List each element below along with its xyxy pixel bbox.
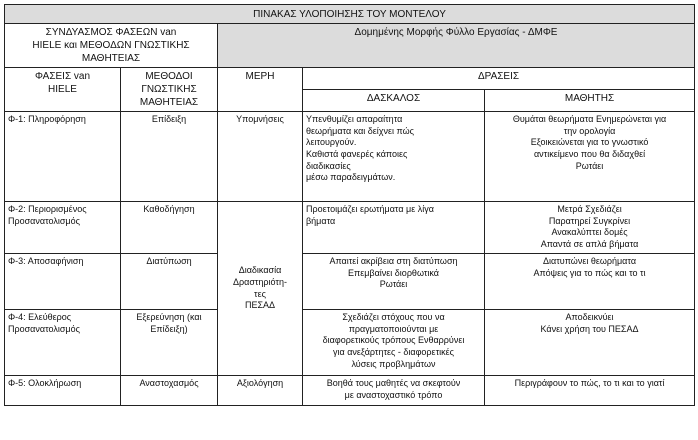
text-line: τες — [254, 288, 266, 299]
combined-header-row — [5, 24, 695, 68]
text-line: Απόψεις για το πώς και το τι — [533, 267, 646, 278]
text-line: ΠΕΣΑΔ — [244, 300, 276, 311]
method-cell — [121, 202, 218, 254]
teacher-cell — [303, 310, 485, 376]
table-row — [5, 376, 695, 406]
methods-column-header — [121, 68, 218, 112]
text-line: ΣΥΝΔΥΑΣΜΟΣ ΦΑΣΕΩΝ van — [45, 27, 177, 38]
table-row — [5, 254, 695, 310]
text-line: Προετοιμάζει ερωτήματα με λίγα — [306, 204, 434, 214]
part-cell — [218, 112, 303, 202]
text-line: διαφορετικούς τρόπους Ενθαρρύνει — [322, 335, 465, 346]
text-line: Επίδειξη — [151, 114, 187, 124]
text-line: Απαιτεί ακρίβεια στη διατύπωση — [329, 256, 458, 266]
text-line: Αποδεικνύει — [565, 312, 614, 322]
text-line: Εξοικειώνεται για το γνωστικό — [530, 137, 649, 148]
text-line: Αξιολόγηση — [236, 378, 284, 388]
teacher-cell — [303, 376, 485, 406]
text-line: διαδικασίες — [306, 160, 351, 171]
text-line: Φ-1: Πληροφόρηση — [8, 114, 86, 124]
phase-cell — [5, 202, 121, 254]
table-row — [5, 310, 695, 376]
text-line: Ανακαλύπτει δομές — [551, 227, 628, 238]
student-cell — [485, 202, 695, 254]
table-row — [5, 112, 695, 202]
text-line: Βοηθά τους μαθητές να σκεφτούν — [326, 378, 461, 388]
text-line: θεωρήματα και δείχνει πώς — [306, 125, 414, 136]
worksheet-header: Δομημένης Μορφής Φύλλο Εργασίας - ΔΜΦΕ — [218, 24, 695, 68]
text-line: Διατύπωση — [146, 256, 192, 266]
phase-cell — [5, 310, 121, 376]
text-line: Επεμβαίνει διορθωτικά — [348, 267, 439, 278]
text-line: Διαδικασία — [238, 265, 282, 276]
text-line: λειτουργούν. — [306, 137, 357, 148]
text-line: Απαντά σε απλά βήματα — [540, 239, 639, 250]
phases-column-header — [5, 68, 121, 112]
student-column-header: ΜΑΘΗΤΗΣ — [485, 90, 695, 112]
text-line: μέσω παραδειγμάτων. — [306, 172, 396, 183]
text-line: Καθιστά φανερές κάποιες — [306, 149, 408, 160]
text-line: Περιγράφουν το πώς, το τι και το γιατί — [514, 378, 665, 388]
text-line: Μετρά Σχεδιάζει — [557, 204, 622, 214]
text-line: ΜΕΘΟΔΟΙ — [145, 71, 193, 82]
text-line: Κάνει χρήση του ΠΕΣΑΔ — [540, 323, 639, 334]
title-row — [5, 5, 695, 24]
teacher-cell — [303, 112, 485, 202]
text-line: πραγματοποιούνται με — [348, 323, 439, 334]
method-cell — [121, 376, 218, 406]
column-header-row — [5, 68, 695, 90]
student-cell — [485, 376, 695, 406]
text-line: Φ-2: Περιορισμένος — [8, 204, 87, 214]
text-line: ΜΑΘΗΤΕΙΑΣ — [81, 53, 141, 64]
text-line: με αναστοχαστικό τρόπο — [344, 389, 443, 400]
actions-column-header: ΔΡΑΣΕΙΣ — [303, 68, 695, 90]
text-line: Υπομνήσεις — [236, 114, 284, 124]
table-title: ΠΙΝΑΚΑΣ ΥΛΟΠΟΙΗΣΗΣ ΤΟΥ ΜΟΝΤΕΛΟΥ — [5, 5, 695, 24]
text-line: Προσανατολισμός — [8, 215, 80, 226]
text-line: Σχεδιάζει στόχους που να — [342, 312, 445, 322]
student-cell — [485, 254, 695, 310]
part-cell — [218, 376, 303, 406]
teacher-cell — [303, 202, 485, 254]
text-line: Εξερεύνηση (και — [136, 312, 202, 322]
text-line: ΓΝΩΣΤΙΚΗΣ — [141, 84, 197, 95]
text-line: Ρωτάει — [379, 279, 408, 290]
text-line: Υπενθυμίζει απαραίτητα — [306, 114, 403, 124]
text-line: Φ-5: Ολοκλήρωση — [8, 378, 82, 388]
text-line: για ανεξάρτητες - διαφορετικές — [333, 347, 454, 358]
text-line: Ρωτάει — [575, 160, 604, 171]
method-cell — [121, 254, 218, 310]
text-line: Διατυπώνει θεωρήματα — [543, 256, 637, 266]
text-line: Καθοδήγηση — [143, 204, 195, 214]
text-line: Προσανατολισμός — [8, 323, 80, 334]
text-line: την ορολογία — [563, 125, 616, 136]
phase-cell — [5, 254, 121, 310]
text-line: Παρατηρεί Συγκρίνει — [548, 215, 631, 226]
text-line: HIELE — [48, 84, 77, 95]
table-row — [5, 202, 695, 254]
student-cell — [485, 310, 695, 376]
text-line: HIELE και ΜΕΘΟΔΩΝ ΓΝΩΣΤΙΚΗΣ — [32, 40, 190, 51]
teacher-cell — [303, 254, 485, 310]
text-line: αντικείμενο που θα διδαχθεί — [533, 149, 646, 160]
text-line: Δραστηριότη- — [232, 276, 287, 287]
phase-cell — [5, 376, 121, 406]
text-line: Φ-3: Αποσαφήνιση — [8, 256, 84, 266]
text-line: Θυμάται θεωρήματα Ενημερώνεται για — [512, 114, 667, 124]
parts-column-header: ΜΕΡΗ — [218, 68, 303, 112]
text-line: Επίδειξη) — [150, 323, 188, 334]
phase-cell — [5, 112, 121, 202]
text-line: ΦΑΣΕΙΣ van — [34, 71, 91, 82]
text-line: λύσεις προβλημάτων — [351, 358, 436, 369]
method-cell — [121, 310, 218, 376]
model-implementation-table — [4, 4, 695, 406]
text-line: Φ-4: Ελεύθερος — [8, 312, 72, 322]
text-line: ΜΑΘΗΤΕΙΑΣ — [139, 97, 199, 108]
teacher-column-header: ΔΑΣΚΑΛΟΣ — [303, 90, 485, 112]
method-cell — [121, 112, 218, 202]
text-line: βήματα — [306, 215, 336, 226]
combined-phases-methods-header — [5, 24, 218, 68]
text-line: Αναστοχασμός — [139, 378, 199, 388]
part-cell-merged — [218, 202, 303, 376]
student-cell — [485, 112, 695, 202]
